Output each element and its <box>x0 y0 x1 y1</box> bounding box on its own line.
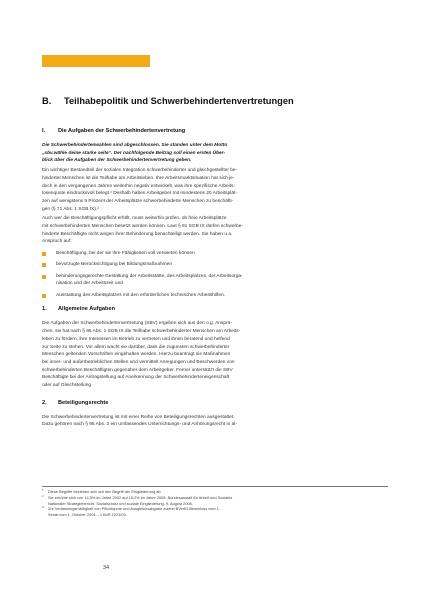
intro-line: Die Schwerbehindertenwahlen sind abgeschlossen. Sie standen unter dem Motto <box>42 143 228 148</box>
section-number: 2. <box>42 399 47 406</box>
paragraph-line: Ein wichtiger Bestandteil der sozialen Integration schwerbehinderter und gleichgestellter be- <box>42 168 238 174</box>
footnote-number: 1 <box>42 488 44 492</box>
section-title: Die Aufgaben der Schwerbehindertenvertretung <box>58 128 186 134</box>
paragraph-line: bei inner- und außerbetrieblichen Stellen und vermittelt Anregungen und Beschwerden von <box>42 359 235 365</box>
bullet-square-icon <box>42 263 46 267</box>
bullet-item <box>42 292 388 300</box>
section-title: Allgemeine Aufgaben <box>58 306 115 313</box>
section-number: 1. <box>42 306 47 313</box>
paragraph-line: Anspruch auf: <box>42 239 72 245</box>
paragraph-line: losenquote eindrucksvoll belegt.¹ Deshalb haben Arbeitgeber mit mindestens 20 Arbeitsplät- <box>42 191 237 197</box>
paragraph-line: chen, sie hat nach § 95 Abs. 1 SGB IX die Teilhabe schwerbehinderter Menschen am Arbeits- <box>42 329 241 335</box>
bullet-square-icon <box>42 252 46 256</box>
footnote-number: 2 <box>42 493 44 498</box>
footnote-line: Nationaler Strategiebericht: Sozialschutz und soziale Eingliederung, 9. August 2006. <box>48 500 193 506</box>
paragraph-line: oder auf Gleichstellung. <box>42 383 93 389</box>
section-heading-allgemeine-aufgaben <box>42 306 388 313</box>
footnote <box>42 495 388 507</box>
bullet-text: behinderungsgerechte Gestaltung der Arbeitsstätte, des Arbeitsplatzes, der Arbeitsorga- <box>56 273 243 279</box>
footnotes <box>42 486 388 518</box>
section-heading-beteiligungsrechte <box>42 400 388 407</box>
chapter-title: Teilhabepolitik und Schwerbehindertenvertretungen <box>64 96 294 106</box>
paragraph-line: schwerbehinderten Beschäftigten gegenüber dem Arbeitgeber. Ferner unterstützt die SBV <box>42 367 233 373</box>
paragraph-line: mit schwerbehinderten Menschen besetzt werden können. Laut § 81 SGB IX dürfen schwerbe- <box>42 224 244 230</box>
bullet-text: bevorzugte Berücksichtigung bei Bildungsmaßnahmen <box>56 262 172 268</box>
intro-line: „sbv.wähle deine starke seite“. Der nachfolgende Beitrag soll einen ersten Über- <box>42 150 226 156</box>
bullet-list <box>42 250 388 299</box>
bullet-item <box>42 250 388 258</box>
paragraph-line: hinderter Menschen ist die Teilhabe am Arbeitsleben. Ihre Arbeitsmarktsituation hat sich je- <box>42 175 235 181</box>
bullet-text: Beschäftigung, bei der sie ihre Fähigkeiten voll verwerten können <box>56 251 195 257</box>
paragraph-line: Auch wer die Beschäftigungspflicht erfüllt, muss weiterhin prüfen, ob freie Arbeitsplätze <box>42 216 227 222</box>
paragraph-line: leben zu fördern, ihre Interessen im Betrieb zu vertreten und ihnen beratend und helfend <box>42 336 230 342</box>
accent-bar <box>42 55 150 67</box>
bullet-square-icon <box>42 294 46 298</box>
bullet-item <box>42 261 388 269</box>
chapter-letter: B. <box>42 96 52 106</box>
section-number: I. <box>42 128 46 134</box>
paragraph-line: gen (§ 71 Abs. 1 SGB IX).² <box>42 206 99 212</box>
footnote <box>42 506 388 518</box>
paragraph-line: Beschäftigte bei der Antragstellung auf Anerkennung der Schwerbehinderteneigenschaft <box>42 375 230 381</box>
chapter-heading <box>42 96 387 106</box>
bullet-text: nisation und der Arbeitszeit und <box>56 281 123 287</box>
section-heading-aufgaben <box>42 128 388 135</box>
footnote-line: Zur Verfassungsmäßigkeit von Pflichtquote und Ausgleichsabgabe zuletzt BVerfG-Beschluss vom 1. <box>48 506 220 512</box>
bullet-item <box>42 273 388 288</box>
bullet-text: Ausstattung des Arbeitsplatzes mit den erforderlichen technischen Arbeitshilfen. <box>56 292 226 298</box>
paragraph-line: Menschen geltenden Vorschriften eingehalten werden. Hierzu beantragt sie Maßnahmen <box>42 352 231 358</box>
paragraph-line: zur Seite zu stehen. Vor allem wacht sie darüber, dass die zugunsten schwerbehinderter <box>42 344 230 350</box>
paragraph-line: zen auf wenigstens 5 Prozent der Arbeitsplätze schwerbehinderte Menschen zu beschäfti- <box>42 198 234 204</box>
footnote-line: Senat vom 1. Oktober 2004 – 1 BvR 2221/03. <box>48 512 127 518</box>
footnote-number: 3 <box>42 505 44 510</box>
footnote-line: Diese Begriffe beziehen sich auf den Begriff der Eingliederung ab. <box>48 489 162 494</box>
paragraph-line: Die Aufgaben der Schwerbehindertenvertretung (SBV) ergeben sich aus den o.g. Ansprü- <box>42 321 232 327</box>
intro-paragraph <box>42 142 388 165</box>
body-paragraph <box>42 414 388 429</box>
section-title: Beteiligungsrechte <box>58 399 109 406</box>
paragraph-line: doch in den vergangenen Jahren weiterhin negativ entwickelt, was ihre spezifische Arbeits- <box>42 183 236 189</box>
bullet-square-icon <box>42 275 46 279</box>
page-number: 34 <box>103 565 110 571</box>
footnote-line: Sie erhöhte sich von 14,5% im Jahre 2002 auf 15,2% im Jahre 2005: Bundesanstalt für Arbeit und Soziales <box>48 494 233 500</box>
body-paragraph <box>42 320 388 389</box>
paragraph-line: Dazu gehören nach § 95 Abs. 2 ein umfassendes Unterrichtungs- und Anhörungsrecht in al- <box>42 422 237 428</box>
paragraph-line: Die Schwerbehindertenvertretung ist mit einer Reihe von Beteiligungsrechten ausgestattet. <box>42 414 235 420</box>
body-paragraph <box>42 167 388 213</box>
intro-line: blick über die Aufgaben der Schwerbehindertenvertretung geben. <box>42 158 192 164</box>
paragraph-line: hinderte Beschäftigte nicht wegen ihrer Behinderung benachteiligt werden. Sie haben u.a. <box>42 231 233 237</box>
main-content <box>42 128 388 431</box>
body-paragraph <box>42 215 388 246</box>
